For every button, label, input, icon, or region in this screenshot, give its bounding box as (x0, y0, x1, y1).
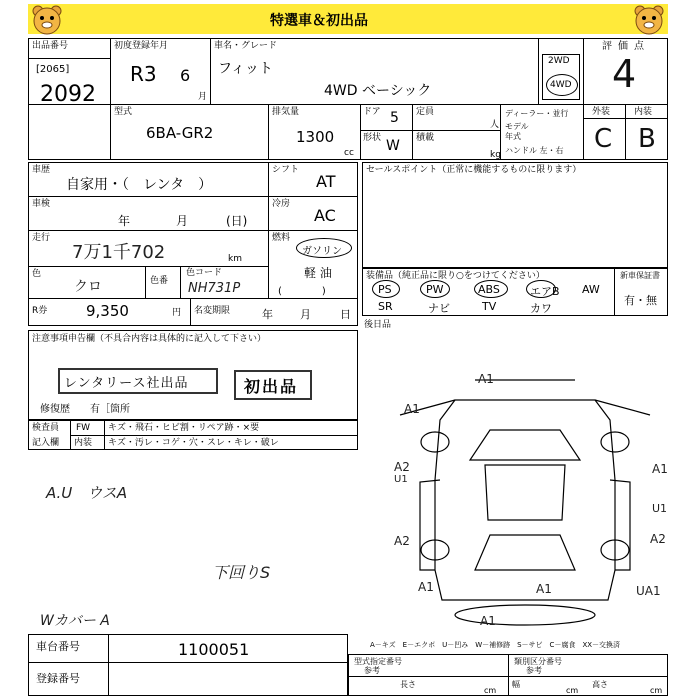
stamp-rental-text: レンタリース社出品 (64, 376, 189, 391)
header-title: 特選車＆初出品 (270, 13, 368, 29)
car-grade: 4WD ベーシック (324, 83, 432, 99)
handwritten-note-1: A.U ウスA (46, 484, 128, 502)
right-mascot-icon (632, 4, 666, 36)
spec-number-label: 型式指定番号 (354, 657, 402, 666)
sales-point-label: セールスポイント（正常に機能するものに限ります） (366, 165, 582, 175)
name-change-year: 年 (262, 308, 273, 321)
damage-legend: A－キズ E－エクボ U－凹み W－補修跡 S－サビ C－腐食 XX－交換済 (370, 641, 621, 649)
equip-pw: PW (426, 283, 444, 296)
score-label: 評価点 (602, 41, 650, 52)
dealer-line1: ディーラー・並行 (505, 109, 569, 118)
damage-mark-9: A1 (418, 580, 434, 594)
width-cm: cm (566, 686, 579, 695)
inspector-label-2: 記入欄 (32, 438, 60, 448)
damage-mark-6: A2 (394, 534, 410, 548)
handwritten-note-3: Wカバー A (40, 613, 110, 629)
chassis-label: 車台番号 (36, 640, 80, 653)
inspector-int: 内装 (74, 438, 93, 448)
chassis-value: 1100051 (178, 640, 250, 659)
usage-value: 自家用・（ レンタ ） (66, 177, 213, 193)
damage-mark-12: A1 (536, 582, 552, 596)
fuel-label: 燃料 (272, 233, 291, 243)
shape-label: 形状 (363, 133, 382, 143)
doors-label: ドア (363, 107, 381, 117)
mileage-label: 走行 (32, 233, 51, 243)
first-reg-era: R3 (130, 62, 157, 86)
capacity-unit: 人 (490, 120, 500, 130)
width-label: 幅 (512, 680, 520, 689)
color-label: 色 (32, 269, 42, 279)
inspector-fw-text: キズ・飛石・ヒビ割・リペア跡・×要 (108, 423, 260, 433)
equip-sr: SR (378, 300, 393, 313)
equip-ps: PS (378, 283, 392, 296)
type-value: 6BA-GR2 (146, 124, 214, 142)
capacity-label: 定員 (416, 107, 435, 117)
first-reg-month-unit: 月 (198, 92, 208, 102)
inspection-label: 車検 (32, 199, 51, 209)
left-mascot-icon (30, 4, 64, 36)
recycle-label: R券 (32, 306, 48, 316)
damage-mark-10: A1 (480, 614, 496, 628)
usage-label: 車歴 (32, 165, 51, 175)
lot-number: 2092 (40, 82, 96, 107)
dealer-line2: モデル (505, 122, 529, 131)
equip-abs: ABS (478, 283, 500, 296)
dealer-line4: ハンドル 左・右 (505, 146, 564, 155)
class-number-label: 類別区分番号 (514, 657, 562, 666)
inspection-day: (日) (226, 214, 248, 228)
equip-navi: ナビ (428, 302, 450, 315)
damage-mark-5: A1 (652, 462, 668, 476)
first-reg-label: 初度登録年月 (114, 41, 169, 51)
equip-tv: TV (482, 300, 497, 313)
inspection-year: 年 (118, 214, 131, 228)
color-code: NH731P (188, 281, 241, 296)
shape-value: W (386, 138, 400, 154)
interior-grade: B (638, 124, 656, 154)
load-unit: kg (490, 150, 501, 160)
height-label: 高さ (592, 680, 608, 689)
lot-label: 出品番号 (32, 41, 69, 51)
equip-leather: カワ (530, 302, 552, 315)
inspector-int-text: キズ・汚レ・コゲ・穴・スレ・キレ・破レ (108, 438, 279, 448)
type-label: 型式 (114, 107, 133, 117)
displacement-label: 排気量 (272, 107, 300, 117)
damage-mark-3: A2 (394, 460, 410, 474)
score-value: 4 (612, 52, 637, 96)
fuel-gasoline: ガソリン (302, 246, 342, 257)
fuel-diesel: 軽 油 (304, 266, 332, 280)
handwritten-note-2: 下回りS (212, 563, 271, 582)
color-value: クロ (74, 279, 102, 295)
length-label: 長さ (400, 680, 416, 689)
damage-mark-1: A1 (478, 372, 494, 386)
new-car-warranty-label: 新車保証書 (620, 271, 660, 280)
car-name-label: 車名・グレード (214, 41, 278, 51)
drive-2wd-label: 2WD (548, 56, 570, 66)
spec-ref: 参考 (364, 666, 380, 675)
name-change-month: 月 (300, 308, 311, 321)
class-ref: 参考 (526, 666, 542, 675)
car-model: フィット (218, 61, 273, 77)
damage-mark-8: A2 (650, 532, 666, 546)
notes-label: 注意事項申告欄（不具合内容は具体的に記入して下さい） (32, 334, 267, 344)
registration-label: 登録番号 (36, 672, 80, 685)
shift-value: AT (316, 172, 336, 191)
inspection-month: 月 (176, 214, 189, 228)
equip-aw: AW (582, 283, 600, 296)
inspector-fw: FW (76, 423, 91, 433)
equip-airbag: エアB (530, 285, 560, 298)
ac-value: AC (314, 206, 336, 225)
displacement-value: 1300 (296, 128, 335, 146)
drive-4wd-label: 4WD (550, 80, 572, 90)
mileage-value: 7万1千702 (72, 242, 166, 263)
new-car-warranty-value: 有・無 (624, 294, 657, 307)
name-change-day: 日 (340, 308, 351, 321)
length-cm: cm (484, 686, 497, 695)
recycle-unit: 円 (172, 308, 182, 318)
dealer-line3: 年式 (505, 132, 521, 141)
equipment-label: 装備品（純正品に限り○をつけてください） (366, 271, 545, 281)
damage-mark-11: UA1 (636, 584, 661, 598)
first-reg-month: 6 (180, 66, 191, 85)
damage-mark-7: U1 (652, 502, 668, 515)
exterior-label: 外装 (592, 107, 611, 117)
interior-label: 内装 (634, 107, 653, 117)
load-label: 積載 (416, 133, 435, 143)
lot-sub-code: [2065] (36, 64, 70, 75)
ac-label: 冷房 (272, 199, 291, 209)
damage-mark-4: U1 (394, 474, 408, 485)
stamp-first-text: 初出品 (244, 377, 299, 396)
repair-history: 修復歴 有［箇所 (40, 404, 130, 415)
mileage-unit: km (228, 254, 242, 264)
exterior-grade: C (594, 124, 613, 154)
height-cm: cm (650, 686, 663, 695)
inspector-label-1: 検査員 (32, 423, 60, 433)
damage-mark-2: A1 (404, 402, 420, 416)
fuel-other: ( ) (278, 286, 326, 297)
recycle-value: 9,350 (86, 302, 129, 320)
displacement-unit: cc (344, 148, 354, 158)
doors-value: 5 (390, 110, 399, 126)
color-no-label: 色番 (150, 276, 169, 286)
rear-seat-label: 後日品 (364, 320, 392, 330)
color-code-label: 色コード (186, 268, 223, 278)
shift-label: シフト (272, 165, 300, 175)
name-change-label: 名変期限 (194, 306, 231, 316)
